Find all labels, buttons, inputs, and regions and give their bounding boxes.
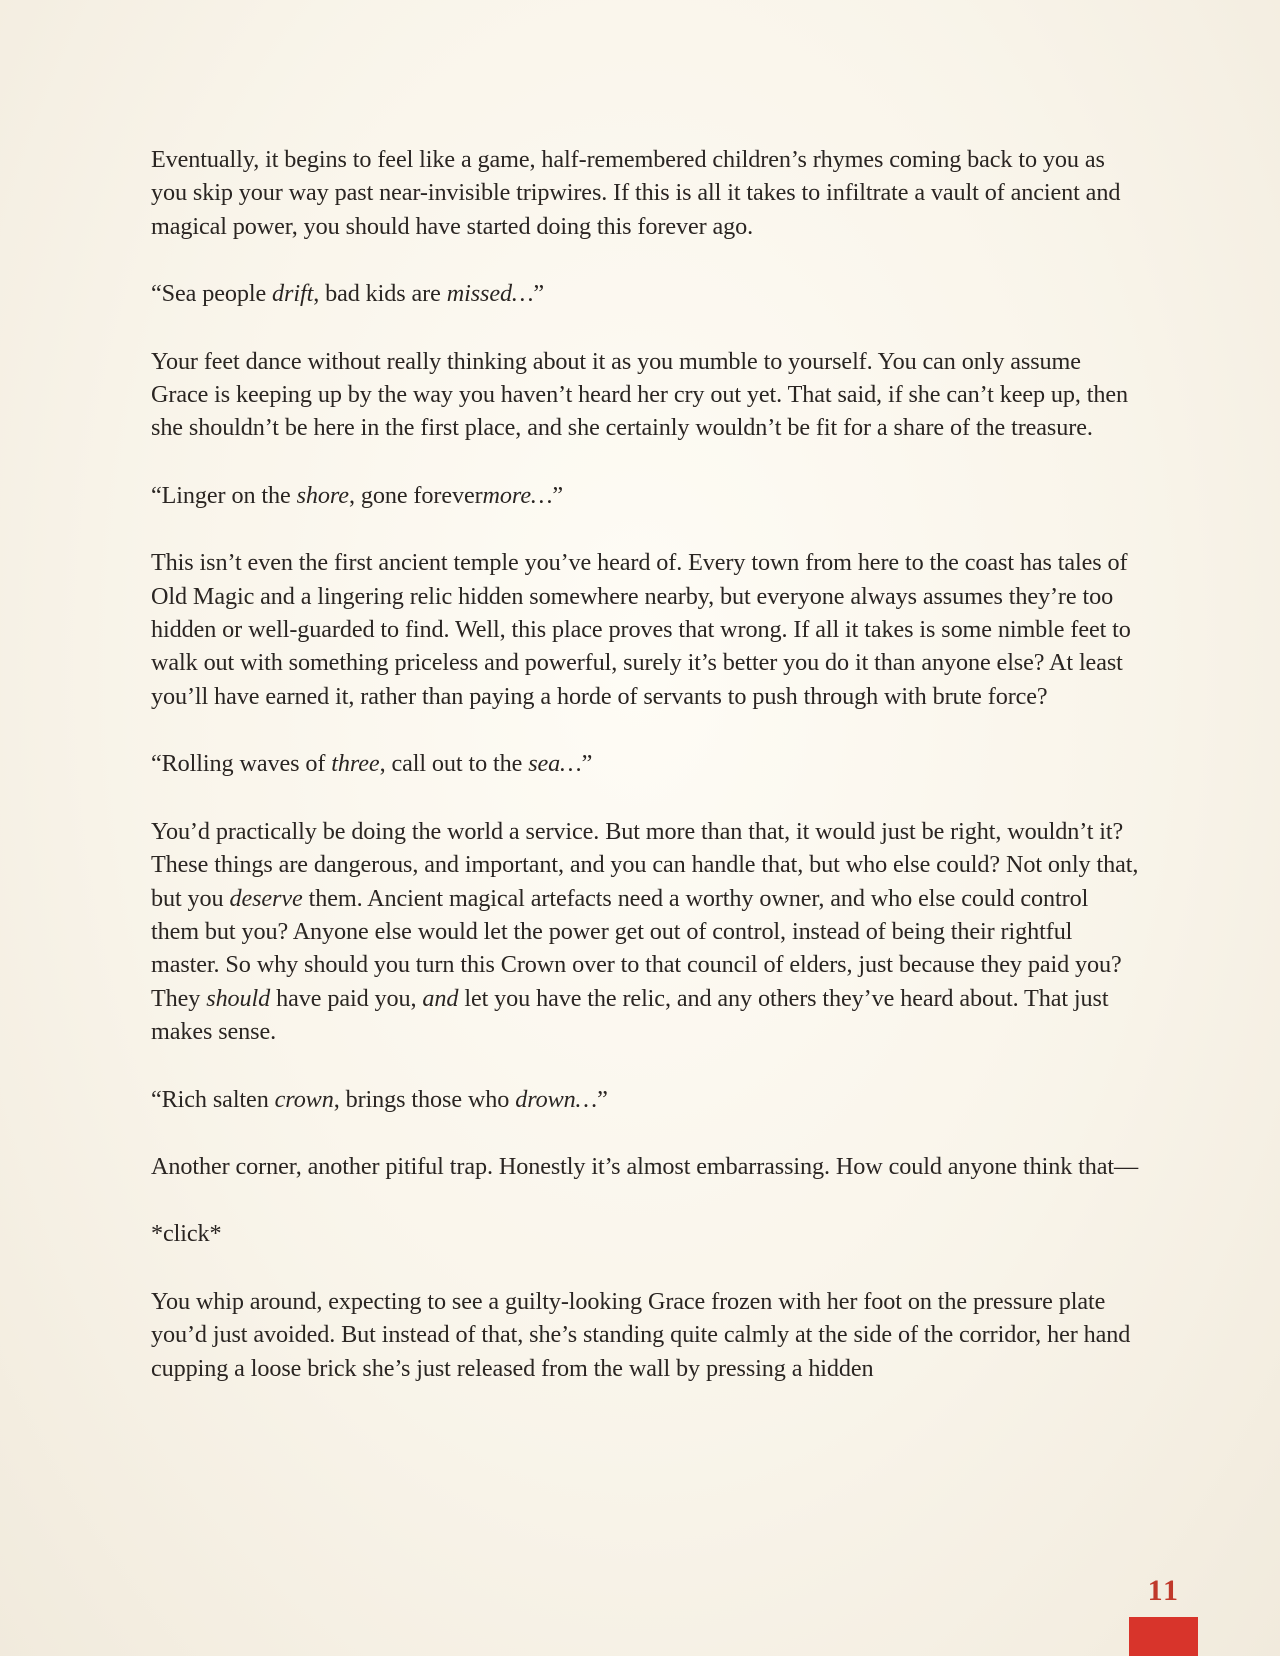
italic-text-run: drown… bbox=[515, 1085, 598, 1113]
text-run: , bad kids are bbox=[313, 280, 447, 308]
text-run: them. Ancient magical artefacts need a worthy owner, and who else could control them but you? Anyone else would let the power get out of control, instead of being their rightful master. So why should you turn this Crown over to that council of elders, just because they paid you? They bbox=[151, 884, 1122, 1012]
paragraph bbox=[151, 1150, 1141, 1183]
text-run: have paid you, bbox=[270, 984, 423, 1012]
paragraph bbox=[151, 1285, 1141, 1385]
italic-text-run: shore bbox=[296, 481, 349, 509]
italic-text-run: should bbox=[206, 984, 271, 1012]
paragraph bbox=[151, 1217, 1141, 1250]
paragraph bbox=[151, 747, 1141, 780]
italic-text-run: more… bbox=[482, 481, 553, 509]
text-run: Another corner, another pitiful trap. Honestly it’s almost embarrassing. How could anyone think that— bbox=[151, 1152, 1139, 1180]
text-run: ” bbox=[552, 481, 564, 509]
page-corner-tab bbox=[1129, 1617, 1198, 1656]
text-run: You whip around, expecting to see a guilty-looking Grace frozen with her foot on the pressure plate you’d just avoided. But instead of that, she’s standing quite calmly at the side of the corridor, her hand cupping a loose brick she’s just released from the wall by pressing a hidden bbox=[151, 1287, 1131, 1382]
italic-text-run: and bbox=[422, 984, 459, 1012]
italic-text-run: three bbox=[331, 750, 380, 778]
paragraph bbox=[151, 345, 1141, 445]
text-run: You’d practically be doing the world a service. But more than that, it would just be right, wouldn’t it? These things are dangerous, and important, and you can handle that, but who else could? Not only that, but you bbox=[151, 817, 1139, 912]
text-run: , brings those who bbox=[333, 1085, 516, 1113]
text-run: “Sea people bbox=[151, 280, 273, 308]
italic-text-run: missed… bbox=[446, 280, 534, 308]
text-run: “Linger on the bbox=[151, 481, 297, 509]
paragraph bbox=[151, 277, 1141, 310]
text-run: ” bbox=[597, 1085, 608, 1113]
italic-text-run: crown bbox=[274, 1085, 334, 1113]
text-run: ” bbox=[533, 280, 545, 308]
paragraph bbox=[151, 546, 1141, 713]
italic-text-run: drift bbox=[272, 280, 314, 308]
text-run: let you have the relic, and any others they’ve heard about. That just makes sense. bbox=[151, 984, 1109, 1046]
text-run: Eventually, it begins to feel like a game, half-remembered children’s rhymes coming back to you as you skip your way past near-invisible tripwires. If this is all it takes to infiltrate a vault of ancient and magical power, you should have started doing this forever ago. bbox=[151, 146, 1121, 240]
paragraph bbox=[151, 1083, 1141, 1116]
paragraph bbox=[151, 479, 1141, 512]
text-run: ” bbox=[581, 750, 593, 778]
text-run: *click* bbox=[151, 1220, 222, 1248]
italic-text-run: sea… bbox=[528, 750, 582, 778]
text-run: Your feet dance without really thinking about it as you mumble to yourself. You can only assume Grace is keeping up by the way you haven’t heard her cry out yet. That said, if she can’t keep up, then she shouldn’t be here in the first place, and she certainly wouldn’t be fit for a share of the treasure. bbox=[151, 347, 1129, 442]
body-text bbox=[151, 143, 1141, 1419]
text-run: , gone forever bbox=[348, 481, 483, 509]
text-run: “Rolling waves of bbox=[151, 750, 332, 778]
paragraph bbox=[151, 815, 1141, 1049]
text-run: , call out to the bbox=[379, 750, 529, 778]
page-number: 11 bbox=[1147, 1574, 1180, 1607]
text-run: This isn’t even the first ancient temple you’ve heard of. Every town from here to the coast has tales of Old Magic and a lingering relic hidden somewhere nearby, but everyone always assumes they’re too hidden or well-guarded to find. Well, this place proves that wrong. If all it takes is some nimble feet to walk out with something priceless and powerful, surely it’s better you do it than anyone else? At least you’ll have earned it, rather than paying a horde of servants to push through with brute force? bbox=[151, 549, 1131, 710]
text-run: “Rich salten bbox=[151, 1085, 275, 1113]
paragraph bbox=[151, 143, 1141, 243]
italic-text-run: deserve bbox=[229, 884, 303, 912]
